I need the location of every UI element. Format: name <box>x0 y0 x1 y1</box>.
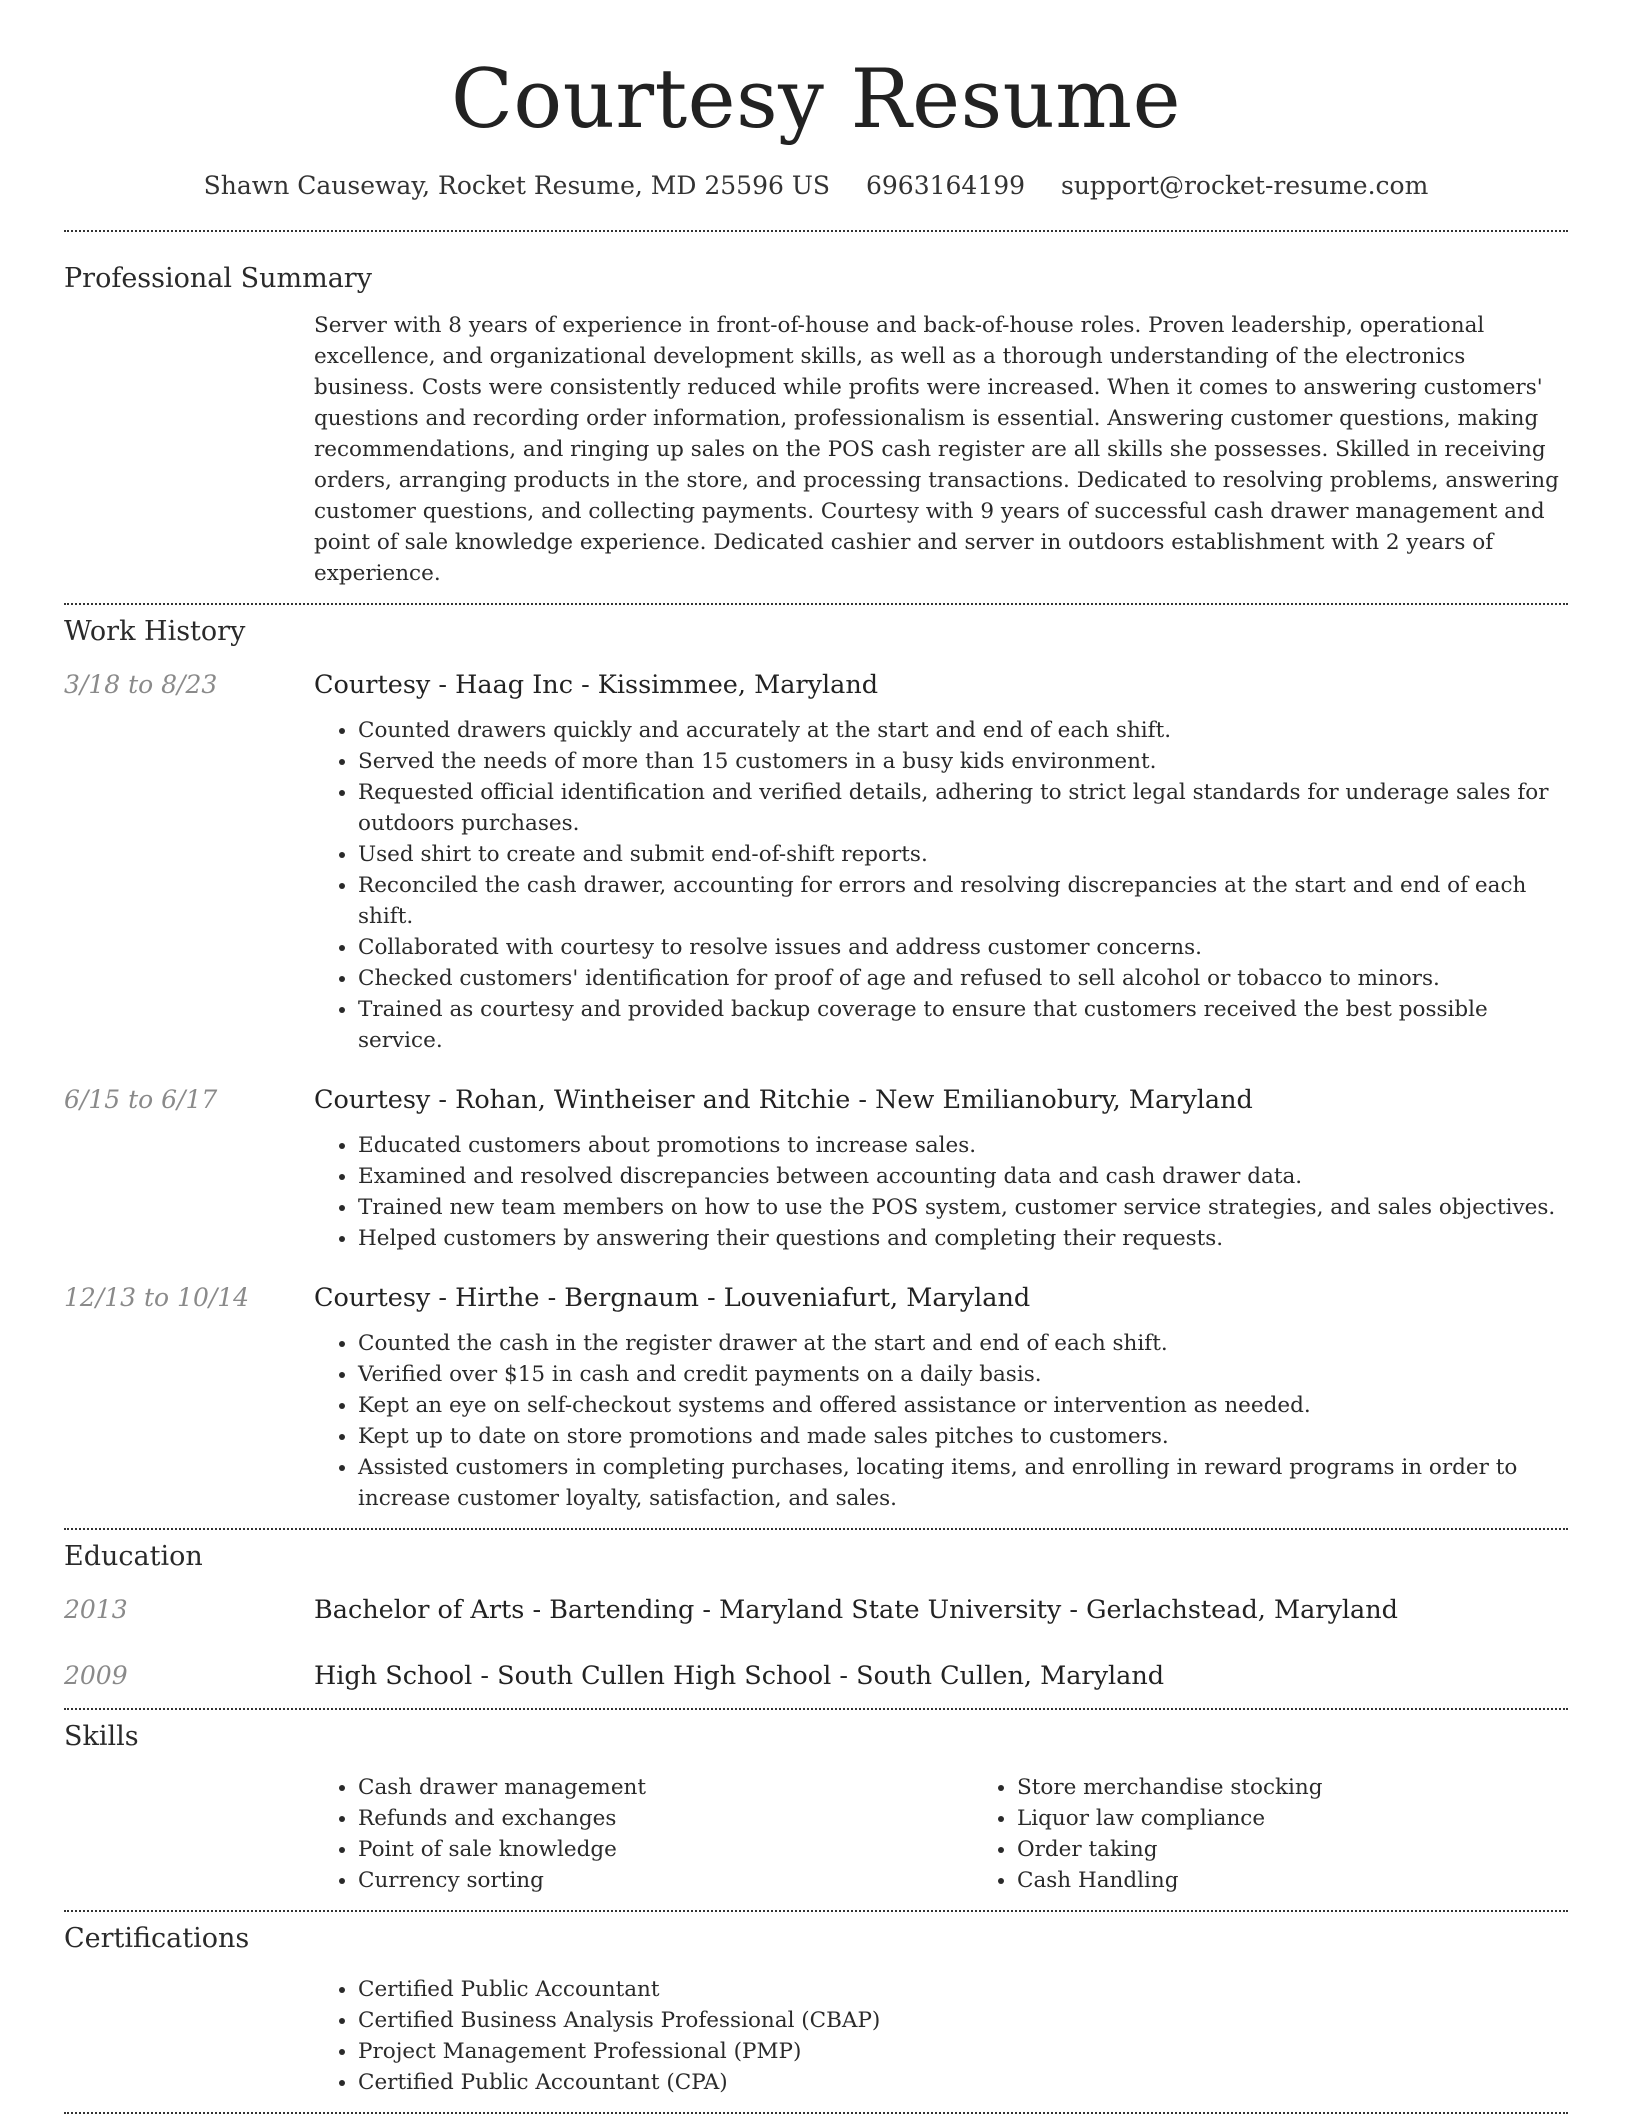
job-entry <box>64 1282 1568 1528</box>
certifications-list <box>314 1974 1568 2098</box>
list-item: • Trained new team members on how to use the POS system, customer service strategies, and sales objectives. <box>358 1192 1568 1223</box>
list-item: • Cash drawer management <box>358 1772 973 1803</box>
section-title-work: Work History <box>64 616 246 647</box>
list-item: • Checked customers' identification for proof of age and refused to sell alcohol or tobacco to minors. <box>358 963 1568 994</box>
list-item: • Educated customers about promotions to increase sales. <box>358 1130 1568 1161</box>
contact-line <box>64 170 1568 202</box>
list-item: • Kept up to date on store promotions and made sales pitches to customers. <box>358 1421 1568 1452</box>
list-item: • Currency sorting <box>358 1865 973 1896</box>
summary-text: Server with 8 years of experience in front-of-house and back-of-house roles. Proven leadership, operational excellence, and organizational development skills, as well as a thorough understanding of the electronics business. Costs were consistently reduced while profits were increased. When it comes to answering customers' questions and recording order information, professionalism is essential. Answering customer questions, making recommendations, and ringing up sales on the POS cash register are all skills she possesses. Skilled in receiving orders, arranging products in the store, and processing transactions. Dedicated to resolving problems, answering customer questions, and collecting payments. Courtesy with 9 years of successful cash drawer management and point of sale knowledge experience. Dedicated cashier and server in outdoors establishment with 2 years of experience. <box>314 313 1559 586</box>
education-section <box>64 1530 1568 1708</box>
list-item: • Trained as courtesy and provided backup coverage to ensure that customers received the best possible service. <box>358 994 1568 1056</box>
education-degree: High School <box>314 1661 473 1691</box>
contact-address: Shawn Causeway, Rocket Resume, MD 25596 US <box>203 171 831 200</box>
job-dates: 6/15 to 6/17 <box>64 1085 218 1114</box>
contact-email[interactable]: support@rocket-resume.com <box>1061 171 1429 200</box>
list-item: • Counted the cash in the register drawer at the start and end of each shift. <box>358 1328 1568 1359</box>
education-entry <box>64 1594 1568 1626</box>
list-item: • Collaborated with courtesy to resolve issues and address customer concerns. <box>358 932 1568 963</box>
job-entry <box>64 1084 1568 1254</box>
section-title-certifications: Certifications <box>64 1923 250 1954</box>
job-dates: 12/13 to 10/14 <box>64 1283 250 1312</box>
education-degree: Bachelor of Arts - Bartending <box>314 1595 695 1625</box>
job-heading: Courtesy - Haag Inc - Kissimmee, Maryland <box>314 670 879 700</box>
job-heading: Courtesy - Rohan, Wintheiser and Ritchie - New Emilianobury, Maryland <box>314 1085 1253 1115</box>
list-item: • Point of sale knowledge <box>358 1834 973 1865</box>
list-item: • Certified Public Accountant <box>358 1974 1568 2005</box>
list-item: • Verified over $15 in cash and credit payments on a daily basis. <box>358 1359 1568 1390</box>
list-item: • Requested official identification and verified details, adhering to strict legal standards for underage sales for outdoors purchases. <box>358 777 1568 839</box>
list-item: • Store merchandise stocking <box>1017 1772 1632 1803</box>
section-title-skills: Skills <box>64 1721 139 1752</box>
job-bullets <box>314 1328 1568 1514</box>
work-section <box>64 605 1568 1528</box>
list-item: • Examined and resolved discrepancies between accounting data and cash drawer data. <box>358 1161 1568 1192</box>
list-item: • Helped customers by answering their questions and completing their requests. <box>358 1223 1568 1254</box>
list-item: • Certified Public Accountant (CPA) <box>358 2067 1568 2098</box>
skills-list-right <box>973 1772 1632 1896</box>
list-item: • Cash Handling <box>1017 1865 1632 1896</box>
job-dates: 3/18 to 8/23 <box>64 670 218 699</box>
list-item: • Kept an eye on self-checkout systems and offered assistance or intervention as needed. <box>358 1390 1568 1421</box>
list-item: • Refunds and exchanges <box>358 1803 973 1834</box>
job-bullets <box>314 715 1568 1056</box>
education-year: 2013 <box>64 1595 128 1624</box>
skills-list-left <box>314 1772 973 1896</box>
job-bullets <box>314 1130 1568 1254</box>
section-title-education: Education <box>64 1541 203 1572</box>
job-entry <box>64 669 1568 1056</box>
certifications-section <box>64 1912 1568 2112</box>
list-item: • Counted drawers quickly and accurately at the start and end of each shift. <box>358 715 1568 746</box>
education-entry <box>64 1660 1568 1692</box>
education-year: 2009 <box>64 1661 128 1690</box>
resume-header <box>64 0 1568 202</box>
section-title-summary: Professional Summary <box>64 263 372 294</box>
list-item: • Assisted customers in completing purchases, locating items, and enrolling in reward programs in order to increase customer loyalty, satisfaction, and sales. <box>358 1452 1568 1514</box>
list-item: • Order taking <box>1017 1834 1632 1865</box>
summary-section <box>64 232 1568 603</box>
contact-phone: 6963164199 <box>865 171 1026 200</box>
list-item: • Reconciled the cash drawer, accounting for errors and resolving discrepancies at the start and end of each shift. <box>358 870 1568 932</box>
list-item: • Served the needs of more than 15 customers in a busy kids environment. <box>358 746 1568 777</box>
list-item: • Liquor law compliance <box>1017 1803 1632 1834</box>
education-details: - Maryland State University - Gerlachstead, Maryland <box>694 1595 1399 1625</box>
list-item: • Certified Business Analysis Professional (CBAP) <box>358 2005 1568 2036</box>
resume-name: Courtesy Resume <box>450 53 1182 147</box>
education-details: - South Cullen High School - South Cullen, Maryland <box>472 1661 1165 1691</box>
list-item: • Used shirt to create and submit end-of-shift reports. <box>358 839 1568 870</box>
job-heading: Courtesy - Hirthe - Bergnaum - Louveniafurt, Maryland <box>314 1283 1031 1313</box>
skills-section <box>64 1710 1568 1910</box>
list-item: • Project Management Professional (PMP) <box>358 2036 1568 2067</box>
